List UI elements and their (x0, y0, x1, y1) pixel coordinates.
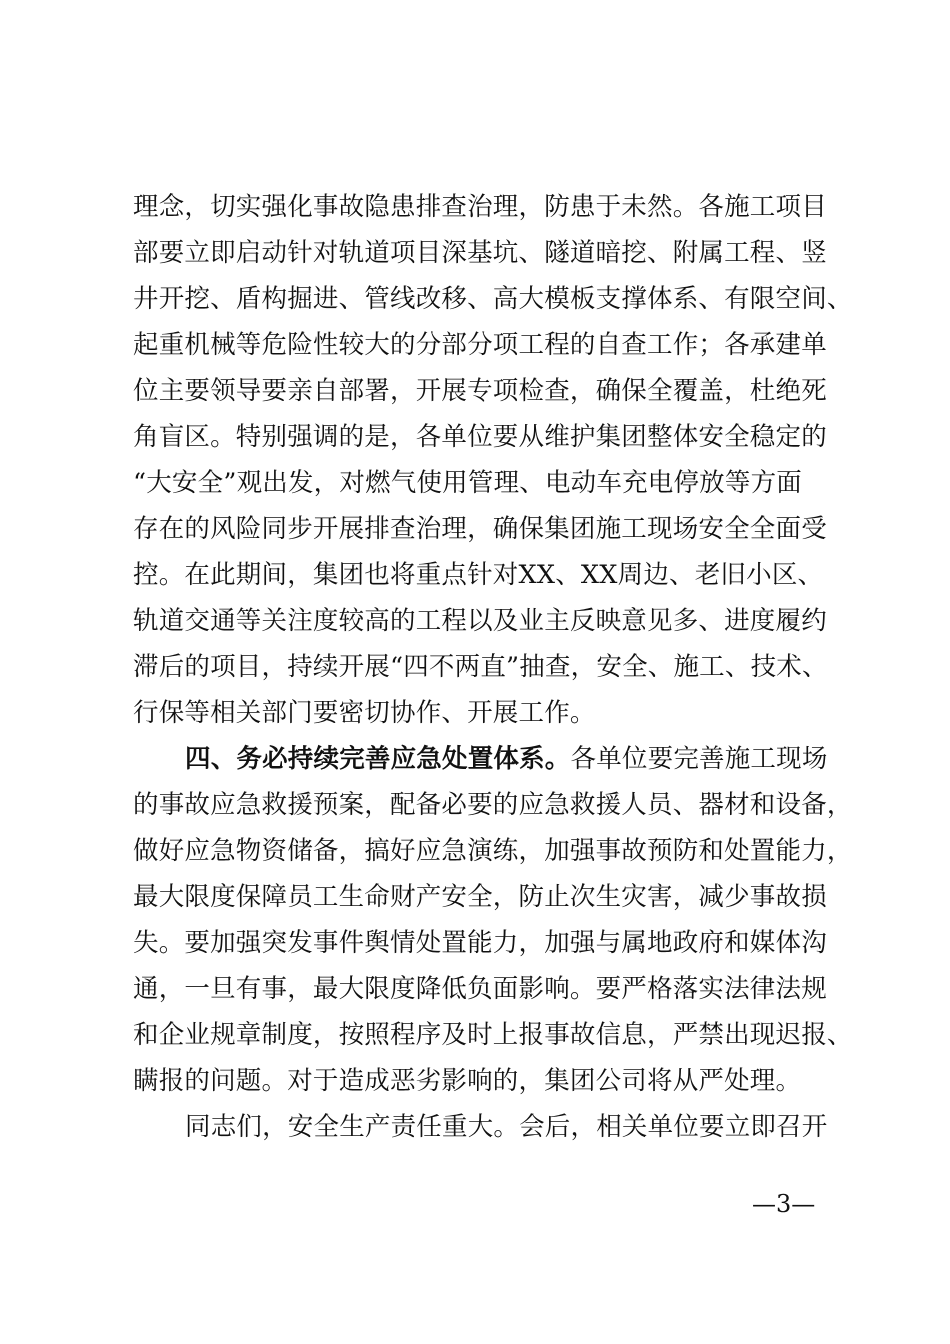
text-line: 控。在此期间，集团也将重点针对XX、XX周边、老旧小区、 (133, 560, 824, 590)
text-line: 行保等相关部门要密切协作、开展工作。 (133, 698, 596, 728)
section-heading: 四、务必持续完善应急处置体系。 (185, 744, 571, 774)
paragraph-hazard-inspection (133, 184, 853, 736)
text-line: 通，一旦有事，最大限度降低负面影响。要严格落实法律法规 (133, 974, 827, 1004)
text-line: 同志们，安全生产责任重大。会后，相关单位要立即召开 (185, 1112, 828, 1142)
text-line: 瞒报的问题。对于造成恶劣影响的，集团公司将从严处理。 (133, 1066, 802, 1096)
text-line: 的事故应急救援预案，配备必要的应急救援人员、器材和设备， (133, 790, 853, 820)
text-line: 位主要领导要亲自部署，开展专项检查，确保全覆盖，杜绝死 (133, 376, 827, 406)
text-line (133, 736, 853, 782)
text-line: 井开挖、盾构掘进、管线改移、高大模板支撑体系、有限空间、 (133, 284, 853, 314)
text-span: 各单位要完善施工现场 (570, 744, 828, 774)
paragraph-emergency-response (133, 736, 853, 1104)
text-line: 最大限度保障员工生命财产安全，防止次生灾害，减少事故损 (133, 882, 827, 912)
text-line: 存在的风险同步开展排查治理，确保集团施工现场安全全面受 (133, 514, 827, 544)
text-line: 滞后的项目，持续开展“四不两直”抽查，安全、施工、技术、 (133, 652, 828, 682)
text-line: 和企业规章制度，按照程序及时上报事故信息，严禁出现迟报、 (133, 1020, 853, 1050)
text-line: 做好应急物资储备，搞好应急演练，加强事故预防和处置能力， (133, 836, 853, 866)
text-line: 理念，切实强化事故隐患排查治理，防患于未然。各施工项目 (133, 192, 827, 222)
text-line: 角盲区。特别强调的是，各单位要从维护集团整体安全稳定的 (133, 422, 827, 452)
paragraph-closing (133, 1104, 853, 1150)
text-line: “大安全”观出发，对燃气使用管理、电动车充电停放等方面 (133, 468, 802, 498)
page-number: —3— (752, 1190, 816, 1218)
text-line: 部要立即启动针对轨道项目深基坑、隧道暗挖、附属工程、竖 (133, 238, 827, 268)
text-line: 失。要加强突发事件舆情处置能力，加强与属地政府和媒体沟 (133, 928, 827, 958)
text-line: 轨道交通等关注度较高的工程以及业主反映意见多、进度履约 (133, 606, 827, 636)
text-line: 起重机械等危险性较大的分部分项工程的自查工作；各承建单 (133, 330, 827, 360)
document-body (133, 184, 853, 1150)
